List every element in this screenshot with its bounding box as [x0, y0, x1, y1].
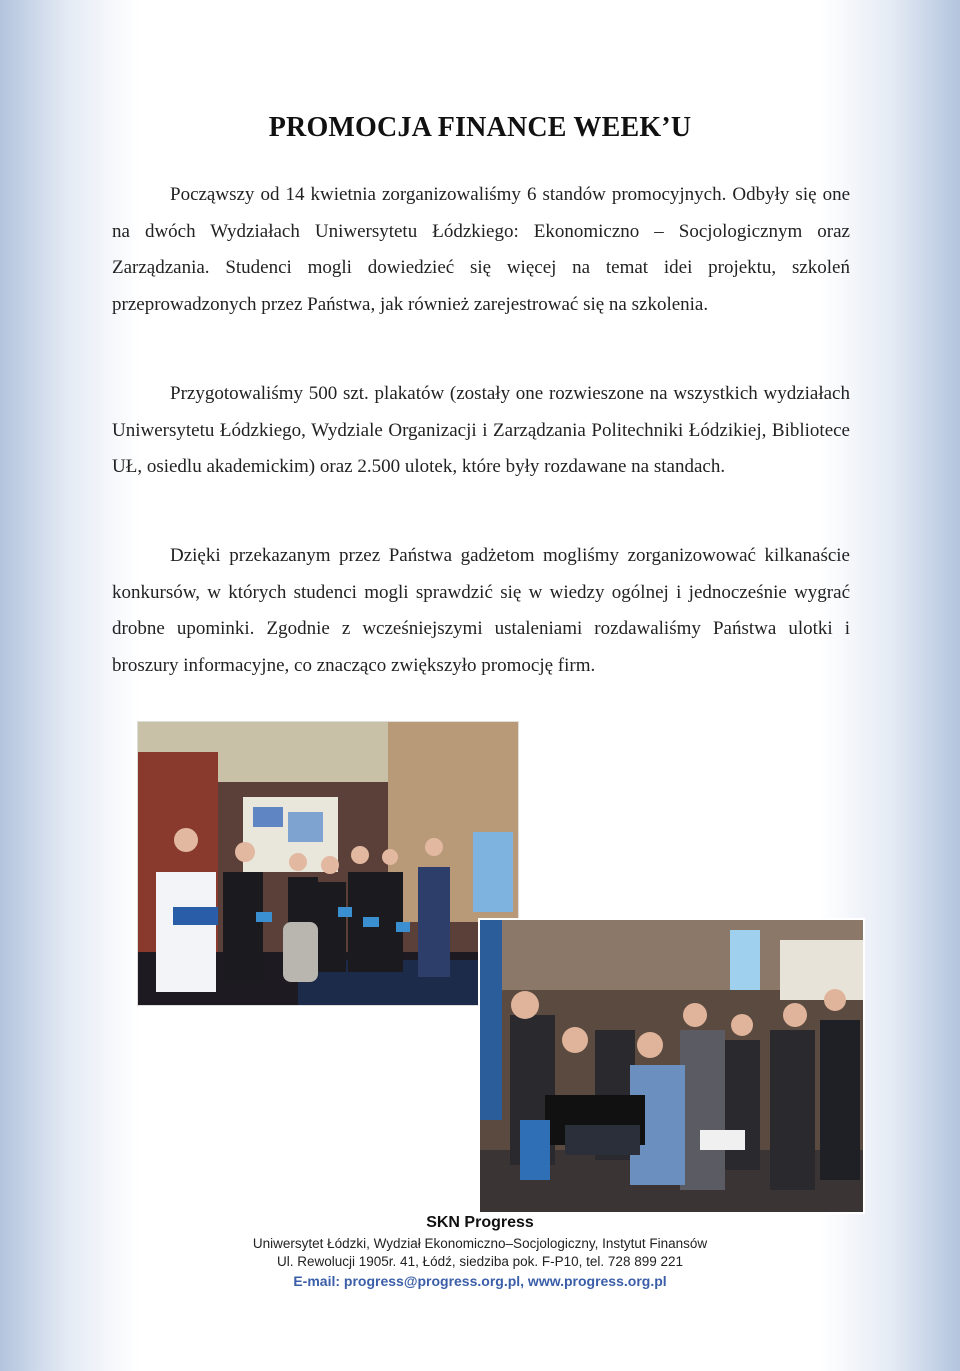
photo-students-at-stand: [137, 721, 519, 1006]
photo-students-contest: [478, 918, 865, 1214]
paragraph-contests: Dzięki przekazanym przez Państwa gadżetom mogliśmy zorganizowować kilkanaście konkursów, w których studenci mogli sprawdzić się w wiedzy ogólnej i jednocześnie wygrać drobne upominki. Zgodnie z wcześniejszymi ustaleniami rozdawaliśmy Państwa ulotki i broszury informacyjne, co znacząco zwiększyło promocję firm.: [112, 545, 850, 676]
document-title: PROMOCJA FINANCE WEEK’U: [268, 112, 692, 143]
paragraph-stands: Począwszy od 14 kwietnia zorganizowaliśmy 6 standów promocyjnych. Odbyły się one na dwóch Wydziałach Uniwersytetu Łódzkiego: Ekonomiczno – Socjologicznym oraz Zarządzania. Studenci mogli dowiedzieć się więcej na temat idei projektu, szkoleń przeprowadzonych przez Państwa, jak również zarejestrować się na szkolenia.: [112, 184, 850, 315]
footer-affiliation: Uniwersytet Łódzki, Wydział Ekonomiczno–Socjologiczny, Instytut Finansów: [252, 1236, 708, 1251]
footer-address: Ul. Rewolucji 1905r. 41, Łódź, siedziba pok. F-P10, tel. 728 899 221: [277, 1254, 683, 1269]
footer-organization: SKN Progress: [426, 1214, 534, 1231]
paragraph-posters: Przygotowaliśmy 500 szt. plakatów (zostały one rozwieszone na wszystkich wydziałach Uniwersytetu Łódzkiego, Wydziale Organizacji i Zarządzania Politechniki Łódzikiej, Bibliotece UŁ, osiedlu akademickim) oraz 2.500 ulotek, które były rozdawane na standach.: [112, 383, 850, 477]
footer-contact: E-mail: progress@progress.org.pl, www.progress.org.pl: [293, 1273, 667, 1289]
